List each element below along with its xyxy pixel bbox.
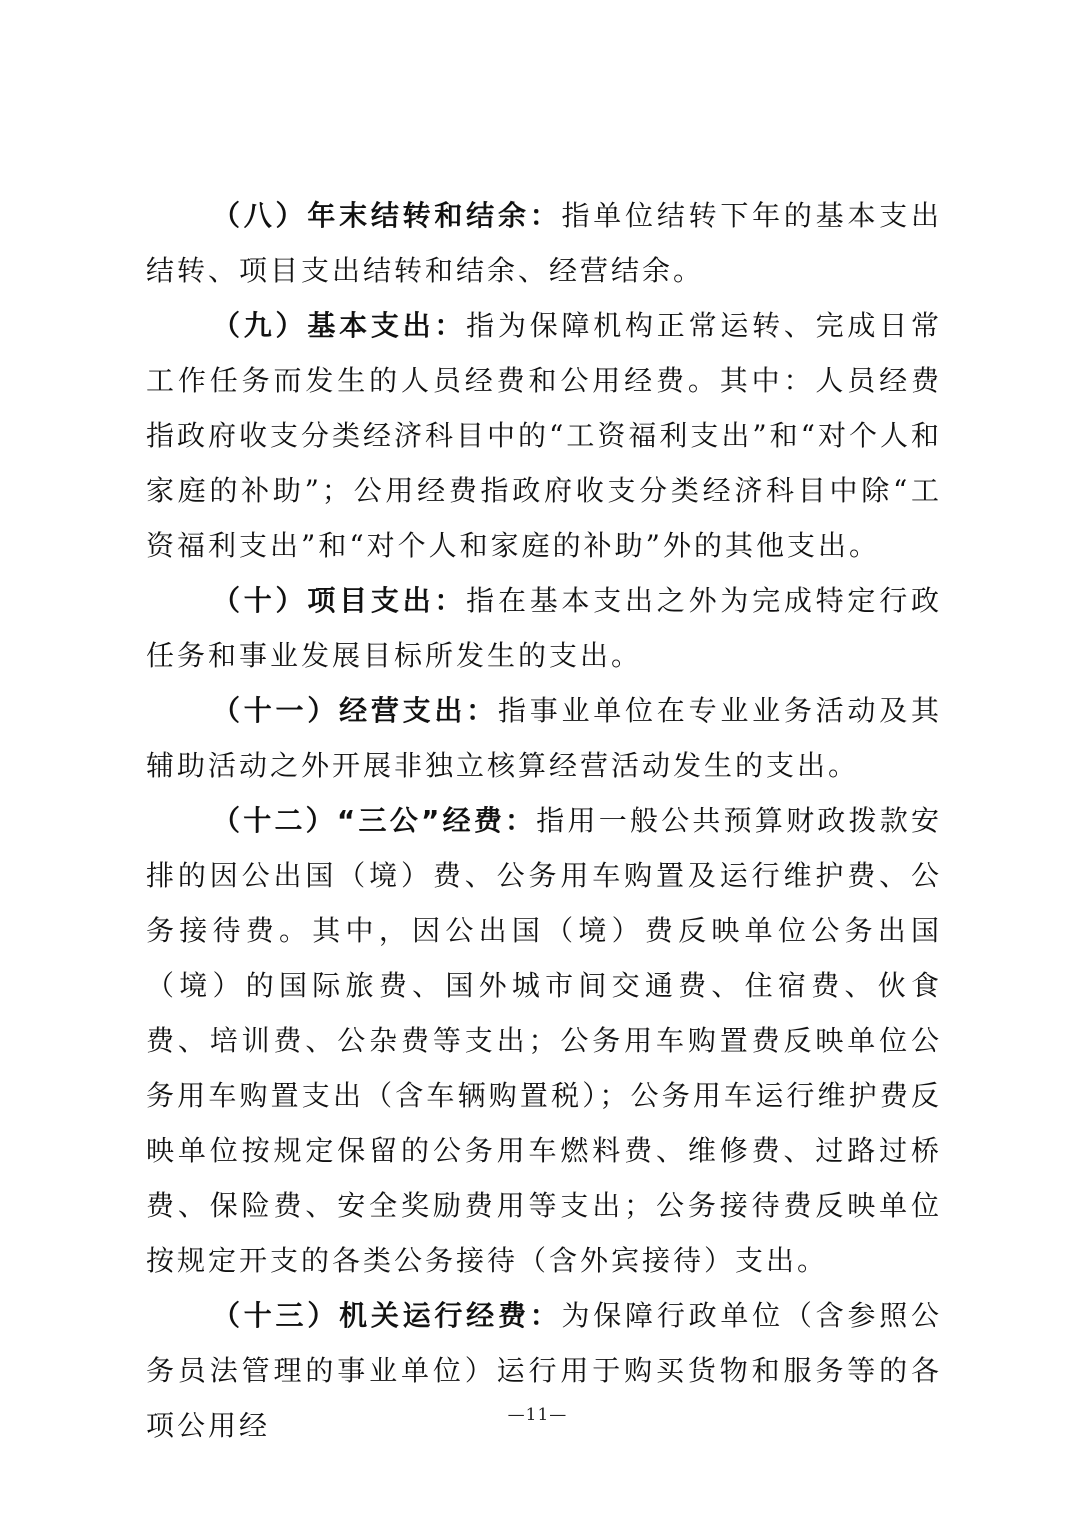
term-heading: （十一）经营支出： (212, 694, 498, 727)
paragraph-year-end-carryover (146, 188, 942, 298)
paragraph-project-expenditure (146, 573, 942, 683)
term-heading: （十三）机关运行经费： (212, 1299, 562, 1332)
paragraph-text: 指为保障机构正常运转、完成日常工作任务而发生的人员经费和公用经费。其中：人员经费指政府收支分类经济科目中的“工资福利支出”和“对个人和家庭的补助”；公用经费指政府收支分类经济科目中除“工资福利支出”和“对个人和家庭的补助”外的其他支出。 (146, 309, 942, 562)
paragraph-text: 为保障行政单位（含参照公务员法管理的事业单位）运行用于购买货物和服务等的各项公用经 (146, 1299, 942, 1442)
paragraph-text: 指单位结转下年的基本支出结转、项目支出结转和结余、经营结余。 (146, 199, 942, 287)
term-heading: （九）基本支出： (212, 309, 467, 342)
paragraph-text: 指用一般公共预算财政拨款安排的因公出国（境）费、公务用车购置及运行维护费、公务接待费。其中，因公出国（境）费反映单位公务出国（境）的国际旅费、国外城市间交通费、住宿费、伙食费、培训费、公杂费等支出；公务用车购置费反映单位公务用车购置支出（含车辆购置税）；公务用车运行维护费反映单位按规定保留的公务用车燃料费、维修费、过路过桥费、保险费、安全奖励费用等支出；公务接待费反映单位按规定开支的各类公务接待（含外宾接待）支出。 (146, 804, 942, 1277)
term-heading: （十）项目支出： (212, 584, 467, 617)
paragraph-text: 指在基本支出之外为完成特定行政任务和事业发展目标所发生的支出。 (146, 584, 942, 672)
document-body (146, 188, 942, 1453)
paragraph-operating-expenditure (146, 683, 942, 793)
term-heading: （十二）“三公”经费： (212, 804, 537, 837)
page-number: —11— (507, 1405, 568, 1425)
paragraph-text: 指事业单位在专业业务活动及其辅助活动之外开展非独立核算经营活动发生的支出。 (146, 694, 942, 782)
term-heading: （八）年末结转和结余： (212, 199, 562, 232)
paragraph-basic-expenditure (146, 298, 942, 573)
paragraph-agency-operating-expenses (146, 1288, 942, 1453)
paragraph-three-public-expenses (146, 793, 942, 1288)
